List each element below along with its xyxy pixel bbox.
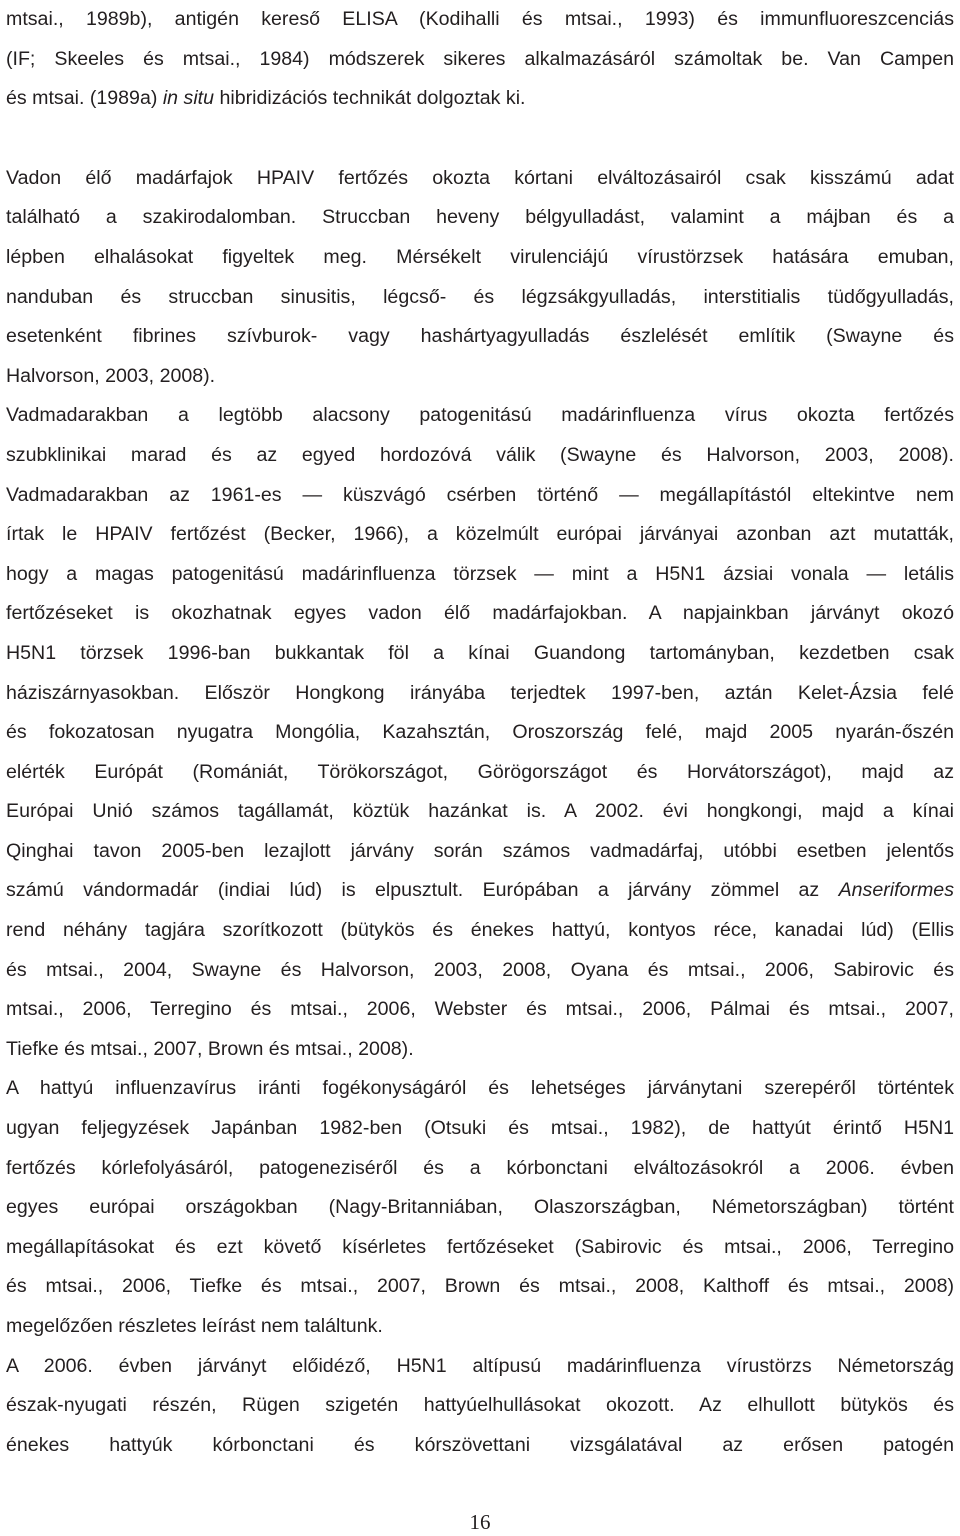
document-page bbox=[6, 0, 954, 1465]
text-line: esetenként fibrines szívburok- vagy hashártyagyulladás észlelését említik (Swayne és bbox=[6, 325, 954, 348]
text-line: és fokozatosan nyugatra Mongólia, Kazahsztán, Oroszország felé, majd 2005 nyarán-őszén bbox=[6, 721, 954, 744]
paragraph bbox=[6, 396, 954, 1069]
italic-term: Anseriformes bbox=[838, 879, 954, 902]
text-line: és mtsai., 2004, Swayne és Halvorson, 2003, 2008, Oyana és mtsai., 2006, Sabirovic és bbox=[6, 958, 954, 981]
text-line: és mtsai. (1989a) in situ hibridizációs technikát dolgoztak ki. bbox=[6, 87, 526, 110]
paragraph bbox=[6, 159, 954, 397]
text-line: lépben elhalásokat figyeltek meg. Mérsékelt virulenciájú vírustörzsek hatására emuban, bbox=[6, 245, 954, 268]
text-line: elérték Európát (Romániát, Törökországot, Görögországot és Horvátországot), majd az bbox=[6, 760, 954, 783]
text-line: ugyan feljegyzések Japánban 1982-ben (Otsuki és mtsai., 1982), de hattyút érintő H5N1 bbox=[6, 1117, 954, 1140]
text-line: megelőzően részletes leírást nem találtunk. bbox=[6, 1315, 383, 1337]
page-number: 16 bbox=[469, 1510, 491, 1534]
text-line: énekes hattyúk kórbonctani és kórszövettani vizsgálatával az erősen patogén bbox=[6, 1433, 954, 1456]
text-line: található a szakirodalomban. Struccban heveny bélgyulladást, valamint a májban és a bbox=[6, 206, 954, 229]
text-line: fertőzéseket is okozhatnak egyes vadon élő madárfajokban. A napjainkban járványt okozó bbox=[6, 602, 954, 625]
italic-term: in situ bbox=[162, 87, 215, 110]
text-line: H5N1 törzsek 1996-ban bukkantak föl a kínai Guandong tartományban, kezdetben csak bbox=[6, 641, 954, 664]
text-line: háziszárnyasokban. Először Hongkong irányába terjedtek 1997-ben, aztán Kelet-Ázsia felé bbox=[6, 681, 954, 704]
text-line: rend néhány tagjára szorítkozott (bütykös és énekes hattyú, kontyos réce, kanadai lúd) (Ellis bbox=[6, 919, 954, 942]
text-line: megállapításokat és ezt követő kísérletes fertőzéseket (Sabirovic és mtsai., 2006, Terregino bbox=[6, 1235, 954, 1258]
paragraph bbox=[6, 1347, 954, 1466]
paragraph bbox=[6, 0, 954, 119]
text-line: Tiefke és mtsai., 2007, Brown és mtsai., 2008). bbox=[6, 1037, 414, 1060]
text-line: számú vándormadár (indiai lúd) is elpusztult. Európában a járvány zömmel az Anseriformes bbox=[6, 879, 954, 902]
text-line: írtak le HPAIV fertőzést (Becker, 1966), a közelmúlt európai járványai azonban azt mutatták, bbox=[6, 523, 954, 546]
text-line: egyes európai országokban (Nagy-Britanniában, Olaszországban, Németországban) történt bbox=[6, 1196, 954, 1219]
text-line: és mtsai., 2006, Tiefke és mtsai., 2007, Brown és mtsai., 2008, Kalthoff és mtsai., 2008) bbox=[6, 1275, 954, 1298]
text-line: mtsai., 1989b), antigén kereső ELISA (Kodihalli és mtsai., 1993) és immunfluoreszcenciás bbox=[6, 8, 954, 30]
text-line: Halvorson, 2003, 2008). bbox=[6, 364, 216, 387]
paragraph-gap bbox=[6, 119, 954, 159]
text-line: Európai Unió számos tagállamát, köztük hazánkat is. A 2002. évi hongkongi, majd a kínai bbox=[6, 800, 954, 823]
text-line: fertőzés kórlefolyásáról, patogeneziséről és a kórbonctani elváltozásokról a 2006. évben bbox=[6, 1156, 954, 1179]
text-line: A 2006. évben járványt előidéző, H5N1 altípusú madárinfluenza vírustörzs Németország bbox=[6, 1354, 954, 1377]
text-line: (IF; Skeeles és mtsai., 1984) módszerek sikeres alkalmazásáról számoltak be. Van Campen bbox=[6, 47, 954, 70]
text-line: A hattyú influenzavírus iránti fogékonyságáról és lehetséges járványtani szerepéről történtek bbox=[6, 1077, 954, 1100]
text-line: szubklinikai marad és az egyed hordozóvá válik (Swayne és Halvorson, 2003, 2008). bbox=[6, 443, 954, 466]
text-line: hogy a magas patogenitású madárinfluenza törzsek — mint a H5N1 ázsiai vonala — letális bbox=[6, 562, 954, 585]
paragraph bbox=[6, 1069, 954, 1346]
text-line: Vadon élő madárfajok HPAIV fertőzés okozta kórtani elváltozásairól csak kisszámú adat bbox=[6, 166, 954, 189]
text-line: Vadmadarakban a legtöbb alacsony patogenitású madárinfluenza vírus okozta fertőzés bbox=[6, 404, 954, 427]
text-line: nanduban és struccban sinusitis, légcső- és légzsákgyulladás, interstitialis tüdőgyulladás, bbox=[6, 285, 954, 308]
text-line: mtsai., 2006, Terregino és mtsai., 2006, Webster és mtsai., 2006, Pálmai és mtsai., 2007, bbox=[6, 998, 954, 1021]
text-line: észak-nyugati részén, Rügen szigetén hattyúelhullásokat okozott. Az elhullott bütykös és bbox=[6, 1394, 954, 1417]
text-line: Vadmadarakban az 1961-es — küszvágó csérben történő — megállapítástól eltekintve nem bbox=[6, 483, 954, 506]
text-line: Qinghai tavon 2005-ben lezajlott járvány során számos vadmadárfaj, utóbbi esetben jelentős bbox=[6, 839, 954, 862]
